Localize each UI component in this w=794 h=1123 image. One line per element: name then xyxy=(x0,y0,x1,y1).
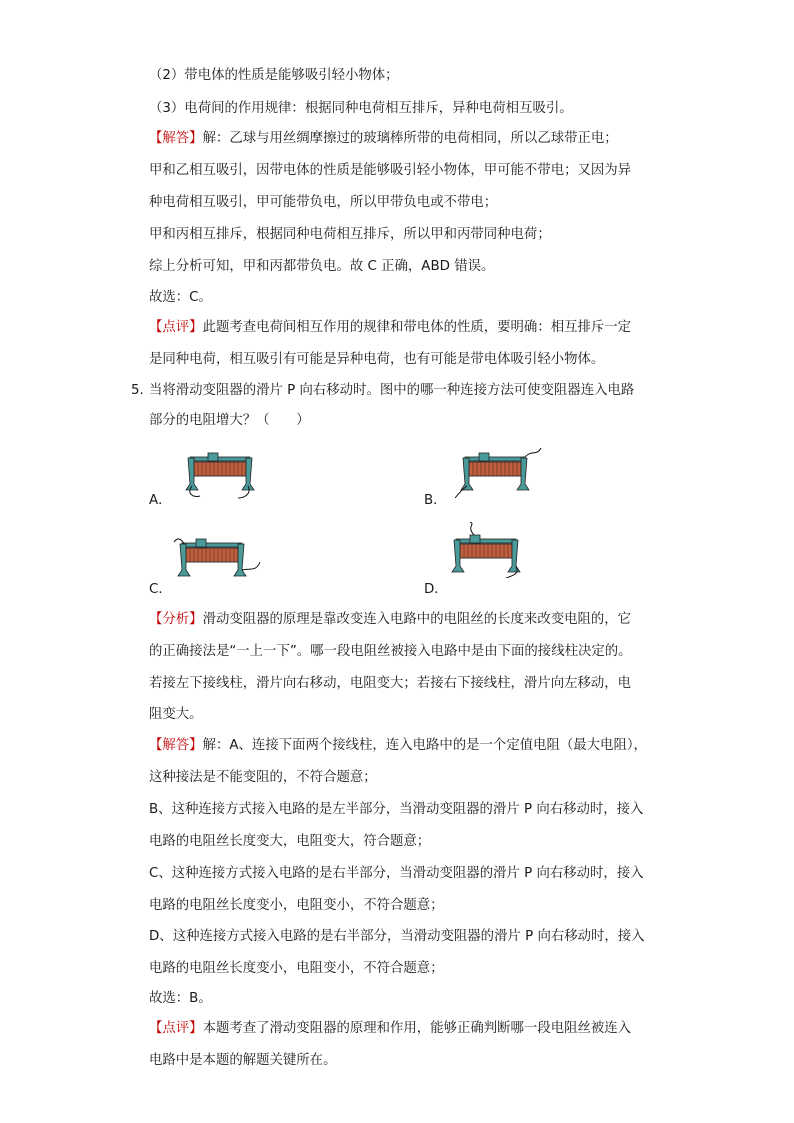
q5-analysis-text-1: 滑动变阻器的原理是靠改变连入电路中的电阻丝的长度来改变电阻的，它 xyxy=(202,612,632,627)
q4-answer-line-1 xyxy=(149,131,618,147)
q5-answer-line-4: 电路的电阻丝长度变大，电阻变大，符合题意； xyxy=(149,834,431,849)
q4-comment-tag: 【点评】 xyxy=(149,320,203,335)
q5-answer-line-6: 电路的电阻丝长度变小，电阻变小，不符合题意； xyxy=(149,898,444,913)
q4-answer-text-1: 解：乙球与用丝绸摩擦过的玻璃棒所带的电荷相同，所以乙球带正电； xyxy=(202,131,618,146)
option-b-label: B． xyxy=(424,493,447,508)
q5-answer-line-8: 电路的电阻丝长度变小，电阻变小，不符合题意； xyxy=(149,961,444,976)
q4-answer-line-4: 甲和丙相互排斥，根据同种电荷相互排斥，所以甲和丙带同种电荷； xyxy=(149,227,551,242)
q5-analysis-line-4: 阻变大。 xyxy=(149,707,203,722)
q4-answer-line-5: 综上分析可知，甲和丙都带负电。故 C 正确，ABD 错误。 xyxy=(149,259,495,274)
q5-answer-text-1: 解：A、连接下面两个接线柱，连入电路中的是一个定值电阻（最大电阻）， xyxy=(202,738,647,753)
rheostat-a-figure xyxy=(180,450,260,502)
q4-comment-line-1 xyxy=(149,320,631,336)
q5-comment-line-1 xyxy=(149,1021,631,1037)
q5-number: 5． xyxy=(131,383,153,398)
q5-analysis-line-3: 若接左下接线柱，滑片向右移动，电阻变大；若接右下接线柱，滑片向左移动，电 xyxy=(149,676,632,691)
top-line-2: （3）电荷间的作用规律：根据同种电荷相互排斥，异种电荷相互吸引。 xyxy=(149,101,573,116)
q4-comment-text-1: 此题考查电荷间相互作用的规律和带电体的性质，要明确：相互排斥一定 xyxy=(202,320,632,335)
rheostat-b-figure xyxy=(455,446,545,498)
option-d-label: D． xyxy=(424,582,448,597)
option-a-label: A． xyxy=(149,493,172,508)
q5-answer-line-1 xyxy=(149,738,647,754)
top-line-1: （2）带电体的性质是能够吸引轻小物体； xyxy=(149,68,399,83)
q4-comment-line-2: 是同种电荷，相互吸引有可能是异种电荷，也有可能是带电体吸引轻小物体。 xyxy=(149,352,605,367)
q4-answer-line-2: 甲和乙相互吸引，因带电体的性质是能够吸引轻小物体，甲可能不带电；又因为异 xyxy=(149,163,632,178)
q5-choice: 故选：B。 xyxy=(149,991,212,1006)
q5-answer-line-2: 这种接法是不能变阻的，不符合题意； xyxy=(149,770,377,785)
q5-comment-tag: 【点评】 xyxy=(149,1021,203,1036)
rheostat-c-figure xyxy=(172,532,262,582)
q5-stem-line-2: 部分的电阻增大？（ ） xyxy=(149,413,310,428)
q5-answer-line-7: D、这种连接方式接入电路的是右半部分，当滑动变阻器的滑片 P 向右移动时，接入 xyxy=(149,929,645,944)
option-c-label: C． xyxy=(149,582,172,597)
q5-answer-line-5: C、这种连接方式接入电路的是右半部分，当滑动变阻器的滑片 P 向右移动时，接入 xyxy=(149,866,644,881)
q5-answer-line-3: B、这种连接方式接入电路的是左半部分，当滑动变阻器的滑片 P 向右移动时，接入 xyxy=(149,802,644,817)
q5-stem-line-1: 当将滑动变阻器的滑片 P 向右移动时。图中的哪一种连接方法可使变阻器连入电路 xyxy=(149,383,635,398)
q4-answer-line-3: 种电荷相互吸引，甲可能带负电，所以甲带负电或不带电； xyxy=(149,195,498,210)
q5-comment-text-1: 本题考查了滑动变阻器的原理和作用，能够正确判断哪一段电阻丝被连入 xyxy=(202,1021,632,1036)
q5-comment-line-2: 电路中是本题的解题关键所在。 xyxy=(149,1053,337,1068)
q5-analysis-line-1 xyxy=(149,612,631,628)
q5-analysis-tag: 【分析】 xyxy=(149,612,203,627)
q5-analysis-line-2: 的正确接法是“一上一下”。哪一段电阻丝被接入电路中是由下面的接线柱决定的。 xyxy=(149,644,632,659)
q4-answer-tag: 【解答】 xyxy=(149,131,203,146)
q5-answer-tag: 【解答】 xyxy=(149,738,203,753)
q4-choice: 故选：C。 xyxy=(149,290,212,305)
rheostat-d-figure xyxy=(446,522,536,578)
